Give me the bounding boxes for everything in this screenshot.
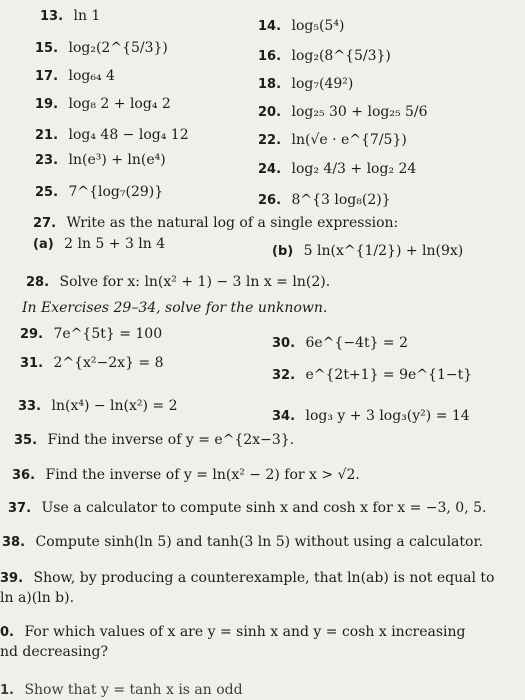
exercise-26 bbox=[258, 192, 391, 208]
exercise-16 bbox=[258, 48, 391, 64]
exercise-text: Find the inverse of y = ln(x² − 2) for x > √2. bbox=[45, 467, 360, 483]
exercise-text: log₂(2^{5/3}) bbox=[68, 40, 168, 56]
exercise-number: 28. bbox=[26, 275, 50, 290]
exercise-29 bbox=[20, 326, 162, 342]
exercise-25 bbox=[35, 184, 163, 200]
exercise-41 bbox=[0, 682, 243, 698]
exercise-text: 2 ln 5 + 3 ln 4 bbox=[64, 236, 166, 252]
exercise-text: Compute sinh(ln 5) and tanh(3 ln 5) without using a calculator. bbox=[35, 534, 484, 550]
exercise-33 bbox=[18, 398, 178, 414]
exercise-text: 8^{3 log₈(2)} bbox=[291, 192, 391, 208]
exercise-30 bbox=[272, 335, 408, 351]
exercise-number: 36. bbox=[12, 468, 36, 483]
exercise-number: 29. bbox=[20, 327, 44, 342]
exercise-number: 38. bbox=[2, 535, 26, 550]
exercise-39 bbox=[0, 570, 494, 586]
exercise-number: 25. bbox=[35, 185, 59, 200]
exercise-24 bbox=[258, 161, 416, 177]
exercise-number: 24. bbox=[258, 162, 282, 177]
exercise-23 bbox=[35, 152, 166, 168]
exercise-number: 16. bbox=[258, 49, 282, 64]
exercise-14 bbox=[258, 18, 344, 34]
exercise-35 bbox=[14, 432, 294, 448]
exercise-text-line-1: For which values of x are y = sinh x and y = cosh x increasing bbox=[24, 624, 466, 640]
exercise-number: 23. bbox=[35, 153, 59, 168]
exercise-34 bbox=[272, 408, 470, 424]
exercise-40-cont bbox=[0, 644, 108, 660]
exercise-31 bbox=[20, 355, 164, 371]
exercise-number: 15. bbox=[35, 41, 59, 56]
exercise-text: log₈ 2 + log₄ 2 bbox=[68, 96, 171, 112]
exercise-text: Use a calculator to compute sinh x and cosh x for x = −3, 0, 5. bbox=[41, 500, 487, 516]
exercise-number: 14. bbox=[258, 19, 282, 34]
exercise-27b bbox=[272, 243, 463, 259]
exercise-text: 5 ln(x^{1/2}) + ln(9x) bbox=[303, 243, 464, 259]
exercise-text-line-2: nd decreasing? bbox=[0, 644, 108, 660]
exercise-number: 22. bbox=[258, 133, 282, 148]
exercise-number: 18. bbox=[258, 77, 282, 92]
exercise-text: ln(√e · e^{7/5}) bbox=[291, 132, 407, 148]
exercise-number: 27. bbox=[33, 216, 57, 231]
exercise-text: ln(e³) + ln(e⁴) bbox=[68, 152, 166, 168]
exercise-text-line-1: Show, by producing a counterexample, that ln(ab) is not equal to bbox=[33, 570, 495, 586]
exercise-text: Solve for x: ln(x² + 1) − 3 ln x = ln(2). bbox=[59, 274, 331, 290]
section-instructions: In Exercises 29–34, solve for the unknown. bbox=[22, 300, 328, 316]
exercise-text: 7^{log₇(29)} bbox=[68, 184, 164, 200]
exercise-text: Show that y = tanh x is an odd bbox=[24, 682, 243, 698]
exercise-number: 17. bbox=[35, 69, 59, 84]
exercise-38 bbox=[2, 534, 483, 550]
exercise-40 bbox=[0, 624, 466, 640]
exercise-number: 0. bbox=[0, 625, 14, 640]
exercise-text: 2^{x²−2x} = 8 bbox=[53, 355, 164, 371]
exercise-text: log₂(8^{5/3}) bbox=[291, 48, 391, 64]
exercise-text: e^{2t+1} = 9e^{1−t} bbox=[305, 367, 473, 383]
exercise-20 bbox=[258, 104, 428, 120]
exercise-27 bbox=[33, 215, 398, 231]
exercise-17 bbox=[35, 68, 115, 84]
exercise-39-cont bbox=[0, 590, 74, 606]
exercise-number: 21. bbox=[35, 128, 59, 143]
exercise-number: 13. bbox=[40, 9, 64, 24]
part-label: (a) bbox=[33, 237, 54, 252]
exercise-text: ln 1 bbox=[73, 8, 101, 24]
exercise-text: log₇(49²) bbox=[291, 76, 354, 92]
exercise-text: log₄ 48 − log₄ 12 bbox=[68, 127, 189, 143]
exercise-36 bbox=[12, 467, 360, 483]
exercise-13 bbox=[40, 8, 100, 24]
exercise-text: log₆₄ 4 bbox=[68, 68, 115, 84]
exercise-text: ln(x⁴) − ln(x²) = 2 bbox=[51, 398, 178, 414]
exercise-number: 31. bbox=[20, 356, 44, 371]
exercise-number: 26. bbox=[258, 193, 282, 208]
exercise-text-line-2: ln a)(ln b). bbox=[0, 590, 75, 606]
exercise-text: log₂₅ 30 + log₂₅ 5/6 bbox=[291, 104, 428, 120]
exercise-number: 37. bbox=[8, 501, 32, 516]
exercise-text: 7e^{5t} = 100 bbox=[53, 326, 163, 342]
exercise-15 bbox=[35, 40, 168, 56]
exercise-number: 1. bbox=[0, 683, 14, 698]
exercise-text: log₃ y + 3 log₃(y²) = 14 bbox=[305, 408, 470, 424]
exercise-number: 19. bbox=[35, 97, 59, 112]
exercise-27a bbox=[33, 236, 165, 252]
exercise-number: 20. bbox=[258, 105, 282, 120]
exercise-number: 35. bbox=[14, 433, 38, 448]
exercise-text: Find the inverse of y = e^{2x−3}. bbox=[47, 432, 295, 448]
exercise-18 bbox=[258, 76, 353, 92]
exercise-number: 39. bbox=[0, 571, 24, 586]
exercise-number: 32. bbox=[272, 368, 296, 383]
exercise-32 bbox=[272, 367, 472, 383]
exercise-19 bbox=[35, 96, 171, 112]
exercise-21 bbox=[35, 127, 189, 143]
exercise-37 bbox=[8, 500, 486, 516]
exercise-number: 33. bbox=[18, 399, 42, 414]
exercise-28 bbox=[26, 274, 330, 290]
exercise-text: Write as the natural log of a single expression: bbox=[66, 215, 399, 231]
part-label: (b) bbox=[272, 244, 294, 259]
exercise-number: 34. bbox=[272, 409, 296, 424]
exercise-text: log₂ 4/3 + log₂ 24 bbox=[291, 161, 417, 177]
exercise-text: log₅(5⁴) bbox=[291, 18, 345, 34]
exercise-22 bbox=[258, 132, 407, 148]
exercise-text: 6e^{−4t} = 2 bbox=[305, 335, 409, 351]
exercise-number: 30. bbox=[272, 336, 296, 351]
